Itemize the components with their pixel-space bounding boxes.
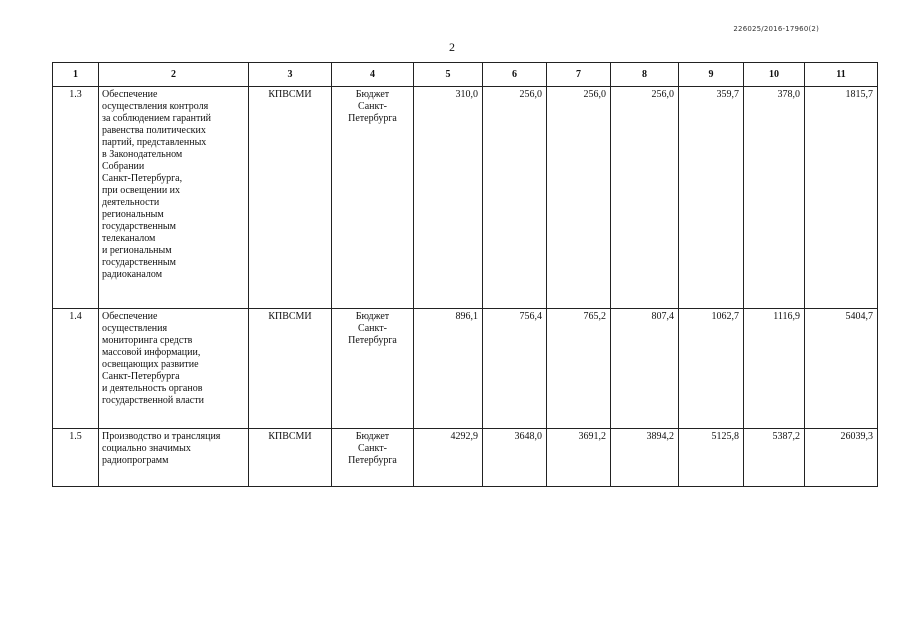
column-header: 7: [547, 63, 611, 87]
value-cell: 378,0: [744, 87, 805, 309]
value-cell: 3691,2: [547, 429, 611, 487]
value-cell: 5125,8: [679, 429, 744, 487]
row-number: 1.4: [53, 309, 99, 429]
table-row: [53, 309, 878, 429]
executor: КПВСМИ: [249, 87, 332, 309]
table-row: [53, 429, 878, 487]
funding-source: Бюджет Санкт- Петербурга: [332, 429, 414, 487]
value-cell: 807,4: [611, 309, 679, 429]
funding-source: Бюджет Санкт- Петербурга: [332, 309, 414, 429]
column-header: 5: [414, 63, 483, 87]
funding-source: Бюджет Санкт- Петербурга: [332, 87, 414, 309]
column-header: 10: [744, 63, 805, 87]
value-cell: 765,2: [547, 309, 611, 429]
value-cell: 1116,9: [744, 309, 805, 429]
activity-name: Обеспечение осуществления контроля за соблюдением гарантий равенства политических партий, представленных в Законодательном Собрании Санкт-Петербурга, при освещении их деятельности региональным государственным телеканалом и региональным государственным радиоканалом: [99, 87, 249, 309]
column-header: 11: [805, 63, 878, 87]
total-cell: 5404,7: [805, 309, 878, 429]
row-number: 1.3: [53, 87, 99, 309]
column-header: 6: [483, 63, 547, 87]
column-header: 4: [332, 63, 414, 87]
column-header: 2: [99, 63, 249, 87]
value-cell: 756,4: [483, 309, 547, 429]
value-cell: 1062,7: [679, 309, 744, 429]
column-header: 8: [611, 63, 679, 87]
value-cell: 4292,9: [414, 429, 483, 487]
row-number: 1.5: [53, 429, 99, 487]
activity-name: Обеспечение осуществления мониторинга средств массовой информации, освещающих развитие Санкт-Петербурга и деятельность органов государственной власти: [99, 309, 249, 429]
value-cell: 310,0: [414, 87, 483, 309]
value-cell: 3648,0: [483, 429, 547, 487]
total-cell: 26039,3: [805, 429, 878, 487]
column-header: 9: [679, 63, 744, 87]
table-header-row: [53, 63, 878, 87]
value-cell: 256,0: [483, 87, 547, 309]
column-header: 3: [249, 63, 332, 87]
value-cell: 896,1: [414, 309, 483, 429]
value-cell: 5387,2: [744, 429, 805, 487]
activity-name: Производство и трансляция социально значимых радиопрограмм: [99, 429, 249, 487]
table-row: [53, 87, 878, 309]
value-cell: 3894,2: [611, 429, 679, 487]
value-cell: 256,0: [611, 87, 679, 309]
executor: КПВСМИ: [249, 429, 332, 487]
total-cell: 1815,7: [805, 87, 878, 309]
executor: КПВСМИ: [249, 309, 332, 429]
program-table: [52, 62, 878, 487]
document-id: 226025/2016-17960(2): [733, 25, 819, 33]
value-cell: 359,7: [679, 87, 744, 309]
page-number: 2: [449, 40, 455, 54]
column-header: 1: [53, 63, 99, 87]
value-cell: 256,0: [547, 87, 611, 309]
